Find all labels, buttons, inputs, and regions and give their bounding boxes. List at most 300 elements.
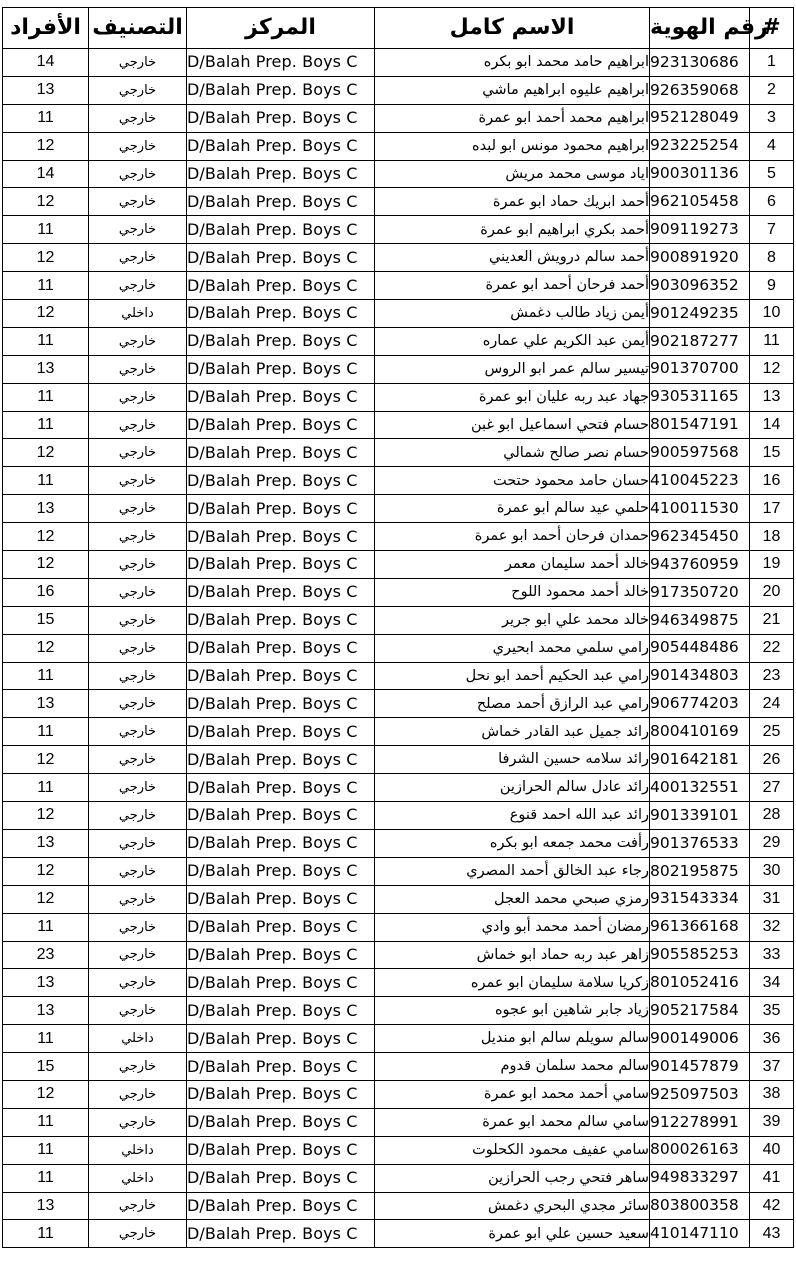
table-row [3,634,794,662]
name-cell: سعيد حسين علي ابو عمرة [375,1220,650,1248]
classification-cell: خارجي [89,411,187,439]
row-number-cell: 13 [750,383,794,411]
id-number-cell: 961366168 [650,913,750,941]
row-number-cell: 33 [750,941,794,969]
name-cell: ابراهيم حامد محمد ابو بكره [375,49,650,77]
members-cell: 12 [3,746,89,774]
table-row [3,495,794,523]
table-row [3,718,794,746]
table-row [3,104,794,132]
center-cell: D/Balah Prep. Boys C [187,941,375,969]
id-number-cell: 802195875 [650,857,750,885]
row-number-cell: 31 [750,885,794,913]
table-row [3,941,794,969]
row-number-cell: 10 [750,300,794,328]
table-row [3,969,794,997]
id-number-cell: 903096352 [650,272,750,300]
id-number-cell: 800410169 [650,718,750,746]
table-row [3,272,794,300]
members-cell: 16 [3,578,89,606]
row-number-cell: 39 [750,1108,794,1136]
table-row [3,913,794,941]
name-cell: اياد موسى محمد مريش [375,160,650,188]
name-cell: أيمن زياد طالب دغمش [375,300,650,328]
table-row [3,551,794,579]
center-cell: D/Balah Prep. Boys C [187,662,375,690]
center-cell: D/Balah Prep. Boys C [187,1164,375,1192]
table-row [3,662,794,690]
center-cell: D/Balah Prep. Boys C [187,216,375,244]
members-cell: 11 [3,467,89,495]
id-number-cell: 962105458 [650,188,750,216]
members-cell: 12 [3,885,89,913]
table-row [3,1136,794,1164]
table-row [3,1108,794,1136]
members-cell: 12 [3,551,89,579]
id-number-cell: 801052416 [650,969,750,997]
members-cell: 11 [3,1108,89,1136]
id-number-cell: 901642181 [650,746,750,774]
center-cell: D/Balah Prep. Boys C [187,606,375,634]
table-row [3,997,794,1025]
table-row [3,523,794,551]
table-row [3,244,794,272]
table-row [3,383,794,411]
classification-cell: داخلي [89,1136,187,1164]
members-cell: 15 [3,606,89,634]
members-cell: 11 [3,774,89,802]
name-cell: رأفت محمد جمعه ابو بكره [375,829,650,857]
classification-cell: خارجي [89,578,187,606]
id-number-cell: 900597568 [650,439,750,467]
id-number-cell: 923130686 [650,49,750,77]
table-row [3,578,794,606]
center-cell: D/Balah Prep. Boys C [187,551,375,579]
members-cell: 12 [3,1080,89,1108]
row-number-cell: 32 [750,913,794,941]
header-center: المركز [187,8,375,49]
table-row [3,160,794,188]
members-cell: 12 [3,188,89,216]
row-number-cell: 8 [750,244,794,272]
row-number-cell: 5 [750,160,794,188]
id-number-cell: 905448486 [650,634,750,662]
row-number-cell: 24 [750,690,794,718]
classification-cell: خارجي [89,132,187,160]
center-cell: D/Balah Prep. Boys C [187,49,375,77]
classification-cell: خارجي [89,76,187,104]
name-cell: أحمد ابريك حماد ابو عمرة [375,188,650,216]
classification-cell: خارجي [89,1220,187,1248]
classification-cell: خارجي [89,802,187,830]
members-cell: 13 [3,969,89,997]
table-row [3,1192,794,1220]
members-cell: 12 [3,634,89,662]
center-cell: D/Balah Prep. Boys C [187,1136,375,1164]
id-number-cell: 906774203 [650,690,750,718]
members-cell: 11 [3,327,89,355]
classification-cell: خارجي [89,941,187,969]
center-cell: D/Balah Prep. Boys C [187,829,375,857]
members-cell: 13 [3,690,89,718]
header-classification: التصنيف [89,8,187,49]
row-number-cell: 27 [750,774,794,802]
id-number-cell: 803800358 [650,1192,750,1220]
center-cell: D/Balah Prep. Boys C [187,802,375,830]
center-cell: D/Balah Prep. Boys C [187,1053,375,1081]
id-number-cell: 400132551 [650,774,750,802]
members-cell: 15 [3,1053,89,1081]
row-number-cell: 19 [750,551,794,579]
center-cell: D/Balah Prep. Boys C [187,913,375,941]
id-number-cell: 923225254 [650,132,750,160]
id-number-cell: 946349875 [650,606,750,634]
id-number-cell: 410011530 [650,495,750,523]
id-number-cell: 901249235 [650,300,750,328]
name-cell: رامي عبد الحكيم أحمد ابو نحل [375,662,650,690]
members-cell: 13 [3,355,89,383]
name-cell: ساهر فتحي رجب الحرازين [375,1164,650,1192]
id-number-cell: 943760959 [650,551,750,579]
name-cell: سالم سويلم سالم ابو منديل [375,1025,650,1053]
name-cell: خالد أحمد سليمان معمر [375,551,650,579]
row-number-cell: 15 [750,439,794,467]
center-cell: D/Balah Prep. Boys C [187,1220,375,1248]
center-cell: D/Balah Prep. Boys C [187,355,375,383]
name-cell: أحمد سالم درويش العديني [375,244,650,272]
classification-cell: خارجي [89,188,187,216]
name-cell: حمدان فرحان أحمد ابو عمرة [375,523,650,551]
id-number-cell: 901376533 [650,829,750,857]
row-number-cell: 38 [750,1080,794,1108]
members-cell: 12 [3,132,89,160]
members-cell: 13 [3,997,89,1025]
table-row [3,411,794,439]
center-cell: D/Balah Prep. Boys C [187,523,375,551]
id-number-cell: 900891920 [650,244,750,272]
row-number-cell: 12 [750,355,794,383]
classification-cell: خارجي [89,718,187,746]
classification-cell: خارجي [89,1053,187,1081]
center-cell: D/Balah Prep. Boys C [187,857,375,885]
center-cell: D/Balah Prep. Boys C [187,746,375,774]
id-number-cell: 410045223 [650,467,750,495]
id-number-cell: 931543334 [650,885,750,913]
members-cell: 11 [3,1025,89,1053]
classification-cell: خارجي [89,606,187,634]
table-row [3,885,794,913]
table-row [3,132,794,160]
name-cell: رامي عبد الرازق أحمد مصلح [375,690,650,718]
table-row [3,1080,794,1108]
center-cell: D/Balah Prep. Boys C [187,774,375,802]
classification-cell: خارجي [89,467,187,495]
table-row [3,690,794,718]
members-cell: 13 [3,1192,89,1220]
classification-cell: خارجي [89,439,187,467]
row-number-cell: 3 [750,104,794,132]
center-cell: D/Balah Prep. Boys C [187,327,375,355]
id-number-cell: 909119273 [650,216,750,244]
table-row [3,216,794,244]
members-cell: 13 [3,495,89,523]
id-number-cell: 801547191 [650,411,750,439]
id-number-cell: 900301136 [650,160,750,188]
header-full-name: الاسم كامل [375,8,650,49]
header-id-number: رقم الهوية [650,8,750,49]
beneficiaries-table [2,7,794,1248]
classification-cell: خارجي [89,244,187,272]
classification-cell: خارجي [89,272,187,300]
name-cell: سامي عفيف محمود الكحلوت [375,1136,650,1164]
center-cell: D/Balah Prep. Boys C [187,272,375,300]
classification-cell: خارجي [89,104,187,132]
center-cell: D/Balah Prep. Boys C [187,1080,375,1108]
classification-cell: خارجي [89,355,187,383]
row-number-cell: 9 [750,272,794,300]
table-row [3,774,794,802]
table-row [3,1025,794,1053]
classification-cell: خارجي [89,857,187,885]
row-number-cell: 26 [750,746,794,774]
center-cell: D/Balah Prep. Boys C [187,969,375,997]
name-cell: تيسير سالم عمر ابو الروس [375,355,650,383]
members-cell: 12 [3,523,89,551]
classification-cell: داخلي [89,1025,187,1053]
row-number-cell: 17 [750,495,794,523]
center-cell: D/Balah Prep. Boys C [187,467,375,495]
name-cell: ابراهيم عليوه ابراهيم ماشي [375,76,650,104]
name-cell: رمضان أحمد محمد أبو وادي [375,913,650,941]
classification-cell: خارجي [89,774,187,802]
classification-cell: خارجي [89,634,187,662]
members-cell: 13 [3,76,89,104]
classification-cell: خارجي [89,523,187,551]
row-number-cell: 14 [750,411,794,439]
id-number-cell: 952128049 [650,104,750,132]
id-number-cell: 962345450 [650,523,750,551]
classification-cell: خارجي [89,160,187,188]
row-number-cell: 29 [750,829,794,857]
center-cell: D/Balah Prep. Boys C [187,690,375,718]
name-cell: حسام نصر صالح شمالي [375,439,650,467]
name-cell: رامي سلمي محمد ابحيري [375,634,650,662]
classification-cell: خارجي [89,829,187,857]
center-cell: D/Balah Prep. Boys C [187,132,375,160]
members-cell: 11 [3,1164,89,1192]
name-cell: رائد عادل سالم الحرازين [375,774,650,802]
table-row [3,802,794,830]
center-cell: D/Balah Prep. Boys C [187,188,375,216]
name-cell: رائد عبد الله احمد قنوع [375,802,650,830]
members-cell: 13 [3,829,89,857]
members-cell: 11 [3,104,89,132]
row-number-cell: 16 [750,467,794,495]
members-cell: 23 [3,941,89,969]
row-number-cell: 6 [750,188,794,216]
name-cell: ابراهيم محمود مونس ابو لبده [375,132,650,160]
table-row [3,300,794,328]
id-number-cell: 800026163 [650,1136,750,1164]
id-number-cell: 901434803 [650,662,750,690]
id-number-cell: 925097503 [650,1080,750,1108]
table-body [3,49,794,1248]
name-cell: خالد أحمد محمود اللوح [375,578,650,606]
name-cell: أحمد فرحان أحمد ابو عمرة [375,272,650,300]
table-row [3,49,794,77]
classification-cell: خارجي [89,885,187,913]
classification-cell: خارجي [89,969,187,997]
classification-cell: خارجي [89,913,187,941]
center-cell: D/Balah Prep. Boys C [187,1192,375,1220]
id-number-cell: 901339101 [650,802,750,830]
id-number-cell: 901457879 [650,1053,750,1081]
name-cell: أحمد بكري ابراهيم ابو عمرة [375,216,650,244]
center-cell: D/Balah Prep. Boys C [187,885,375,913]
center-cell: D/Balah Prep. Boys C [187,244,375,272]
id-number-cell: 930531165 [650,383,750,411]
id-number-cell: 917350720 [650,578,750,606]
classification-cell: خارجي [89,216,187,244]
table-row [3,829,794,857]
id-number-cell: 900149006 [650,1025,750,1053]
row-number-cell: 1 [750,49,794,77]
name-cell: أيمن عبد الكريم علي عماره [375,327,650,355]
classification-cell: خارجي [89,495,187,523]
classification-cell: داخلي [89,300,187,328]
row-number-cell: 11 [750,327,794,355]
row-number-cell: 20 [750,578,794,606]
classification-cell: خارجي [89,662,187,690]
classification-cell: خارجي [89,746,187,774]
row-number-cell: 34 [750,969,794,997]
center-cell: D/Balah Prep. Boys C [187,76,375,104]
members-cell: 12 [3,439,89,467]
center-cell: D/Balah Prep. Boys C [187,411,375,439]
name-cell: سائر مجدي البحري دغمش [375,1192,650,1220]
row-number-cell: 30 [750,857,794,885]
table-row [3,857,794,885]
row-number-cell: 7 [750,216,794,244]
name-cell: زاهر عبد ربه حماد ابو خماش [375,941,650,969]
name-cell: رجاء عبد الخالق أحمد المصري [375,857,650,885]
row-number-cell: 23 [750,662,794,690]
members-cell: 14 [3,49,89,77]
center-cell: D/Balah Prep. Boys C [187,634,375,662]
name-cell: جهاد عبد ربه عليان ابو عمرة [375,383,650,411]
table-row [3,1053,794,1081]
table-row [3,76,794,104]
classification-cell: خارجي [89,327,187,355]
members-cell: 12 [3,802,89,830]
center-cell: D/Balah Prep. Boys C [187,1108,375,1136]
row-number-cell: 18 [750,523,794,551]
header-row [3,8,794,49]
table-row [3,439,794,467]
center-cell: D/Balah Prep. Boys C [187,104,375,132]
table-row [3,1164,794,1192]
row-number-cell: 28 [750,802,794,830]
members-cell: 14 [3,160,89,188]
members-cell: 12 [3,244,89,272]
table-row [3,746,794,774]
classification-cell: داخلي [89,1164,187,1192]
classification-cell: خارجي [89,383,187,411]
classification-cell: خارجي [89,1192,187,1220]
center-cell: D/Balah Prep. Boys C [187,300,375,328]
classification-cell: خارجي [89,1080,187,1108]
members-cell: 11 [3,383,89,411]
name-cell: حلمي عيد سالم ابو عمرة [375,495,650,523]
members-cell: 11 [3,1220,89,1248]
members-cell: 11 [3,216,89,244]
classification-cell: خارجي [89,49,187,77]
classification-cell: خارجي [89,551,187,579]
members-cell: 11 [3,1136,89,1164]
center-cell: D/Balah Prep. Boys C [187,439,375,467]
center-cell: D/Balah Prep. Boys C [187,495,375,523]
id-number-cell: 912278991 [650,1108,750,1136]
classification-cell: خارجي [89,997,187,1025]
name-cell: سامي سالم محمد ابو عمرة [375,1108,650,1136]
center-cell: D/Balah Prep. Boys C [187,160,375,188]
members-cell: 11 [3,272,89,300]
name-cell: زياد جابر شاهين ابو عجوه [375,997,650,1025]
center-cell: D/Balah Prep. Boys C [187,997,375,1025]
center-cell: D/Balah Prep. Boys C [187,383,375,411]
row-number-cell: 36 [750,1025,794,1053]
name-cell: رائد سلامه حسين الشرفا [375,746,650,774]
name-cell: خالد محمد علي ابو جرير [375,606,650,634]
row-number-cell: 43 [750,1220,794,1248]
table-row [3,467,794,495]
row-number-cell: 4 [750,132,794,160]
row-number-cell: 2 [750,76,794,104]
row-number-cell: 25 [750,718,794,746]
row-number-cell: 41 [750,1164,794,1192]
header-members: الأفراد [3,8,89,49]
name-cell: ابراهيم محمد أحمد ابو عمرة [375,104,650,132]
classification-cell: خارجي [89,1108,187,1136]
id-number-cell: 902187277 [650,327,750,355]
name-cell: رمزي صبحي محمد العجل [375,885,650,913]
row-number-cell: 35 [750,997,794,1025]
members-cell: 12 [3,300,89,328]
id-number-cell: 949833297 [650,1164,750,1192]
name-cell: سالم محمد سلمان قدوم [375,1053,650,1081]
row-number-cell: 40 [750,1136,794,1164]
table-row [3,188,794,216]
row-number-cell: 37 [750,1053,794,1081]
table-row [3,606,794,634]
table-row [3,355,794,383]
center-cell: D/Balah Prep. Boys C [187,718,375,746]
name-cell: زكريا سلامة سليمان ابو عمره [375,969,650,997]
classification-cell: خارجي [89,690,187,718]
row-number-cell: 21 [750,606,794,634]
id-number-cell: 926359068 [650,76,750,104]
center-cell: D/Balah Prep. Boys C [187,578,375,606]
row-number-cell: 22 [750,634,794,662]
members-cell: 11 [3,662,89,690]
table-row [3,1220,794,1248]
table-row [3,327,794,355]
members-cell: 11 [3,718,89,746]
name-cell: حسان حامد محمود حتحت [375,467,650,495]
members-cell: 12 [3,857,89,885]
row-number-cell: 42 [750,1192,794,1220]
id-number-cell: 905217584 [650,997,750,1025]
